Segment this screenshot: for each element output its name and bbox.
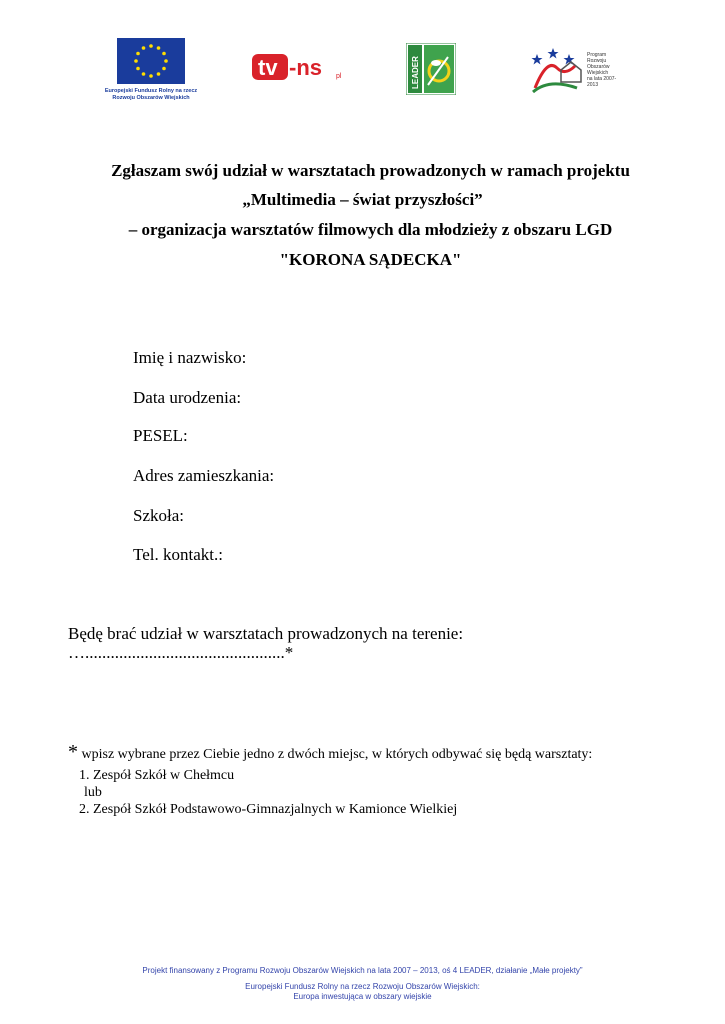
note-body: wpisz wybrane przez Ciebie jedno z dwóch miejsc, w których odbywać się będą warsztaty: xyxy=(78,747,593,762)
prow-logo-icon xyxy=(527,48,619,94)
prow-line3: Obszarów xyxy=(587,64,610,70)
prow-line1: Program xyxy=(587,52,607,58)
note-option1: 1. Zespół Szkół w Chełmcu xyxy=(79,768,235,783)
note-star: * xyxy=(68,741,78,763)
field-name-label: Imię i nazwisko: xyxy=(133,348,247,367)
svg-text:LEADER: LEADER xyxy=(411,56,420,89)
heading-line3: – organizacja warsztatów filmowych dla młodzieży z obszaru LGD xyxy=(128,220,613,239)
heading-line4: "KORONA SĄDECKA" xyxy=(279,250,462,269)
prow-line2: Rozwoju xyxy=(587,58,607,64)
svg-text:pl: pl xyxy=(336,73,342,80)
eu-caption xyxy=(96,88,206,102)
heading-line2: „Multimedia – świat przyszłości” xyxy=(242,190,483,209)
eu-flag-icon xyxy=(117,38,185,84)
tvns-logo-icon xyxy=(252,52,347,84)
eu-caption-line2: Rozwoju Obszarów Wiejskich xyxy=(112,95,190,101)
field-school-label: Szkoła: xyxy=(133,506,184,525)
prow-line5: na lata 2007-2013 xyxy=(587,76,617,88)
svg-text:tv: tv xyxy=(258,55,278,80)
field-phone-label: Tel. kontakt.: xyxy=(133,545,223,564)
eu-caption-line1: Europejski Fundusz Rolny na rzecz xyxy=(104,88,198,94)
svg-text:-ns: -ns xyxy=(289,55,322,80)
eu-logo xyxy=(96,38,206,102)
logo-bar xyxy=(0,0,725,130)
terrain-label: Będę brać udział w warsztatach prowadzonych na terenie: xyxy=(68,624,464,643)
field-pesel-label: PESEL: xyxy=(133,426,188,445)
footer-line3: Europa inwestująca w obszary wiejskie xyxy=(293,992,432,1001)
note-text xyxy=(68,741,593,763)
field-address-label: Adres zamieszkania: xyxy=(133,466,275,485)
heading-line1: Zgłaszam swój udział w warsztatach prowadzonych w ramach projektu xyxy=(111,161,630,180)
prow-line4: Wiejskich xyxy=(587,70,609,76)
prow-text xyxy=(587,52,619,88)
note-or: lub xyxy=(84,785,102,800)
field-birth-label: Data urodzenia: xyxy=(133,388,242,407)
note-option2: 2. Zespół Szkół Podstawowo-Gimnazjalnych w Kamionce Wielkiej xyxy=(79,802,458,817)
footer-line1: Projekt finansowany z Programu Rozwoju Obszarów Wiejskich na lata 2007 – 2013, oś 4 LEADER, działanie „Małe projekty” xyxy=(142,966,583,975)
terrain-blank: …...............................................* xyxy=(68,643,294,662)
leader-logo-icon xyxy=(406,43,456,95)
footer-line2: Europejski Fundusz Rolny na rzecz Rozwoju Obszarów Wiejskich: xyxy=(245,982,480,991)
